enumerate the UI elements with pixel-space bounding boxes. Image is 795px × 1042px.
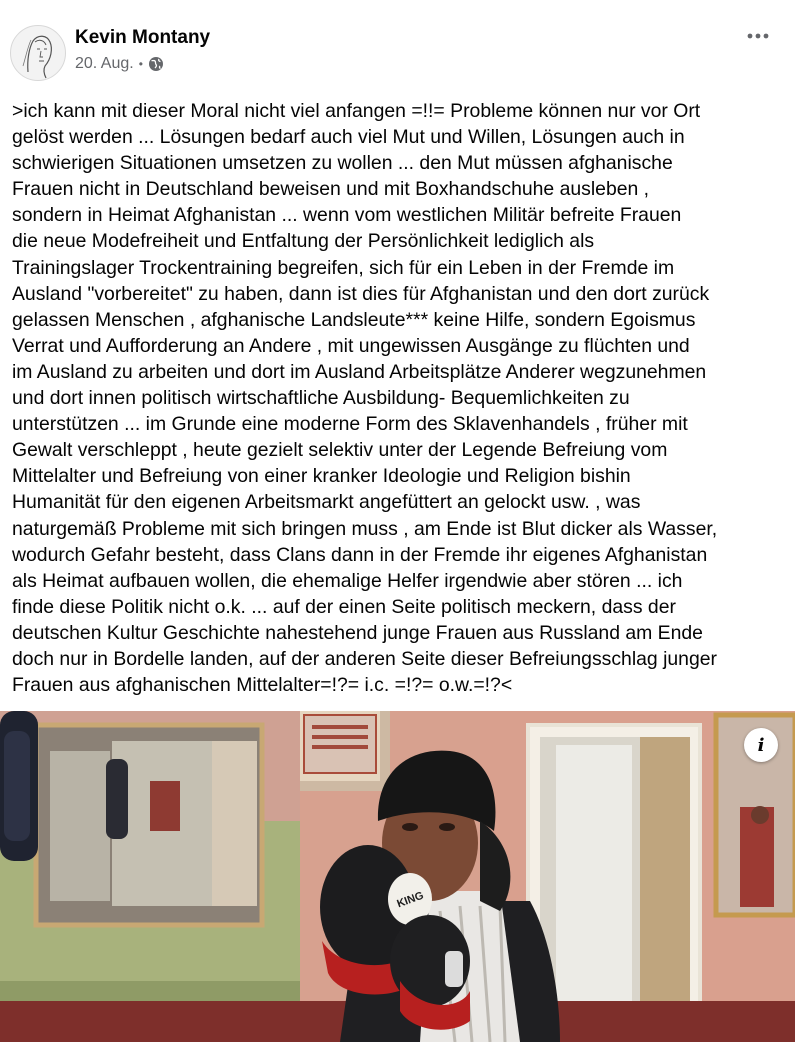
more-options-button[interactable] <box>741 22 775 50</box>
post-text-line: >ich kann mit dieser Moral nicht viel anfangen =!!= Probleme können nur vor Ort <box>12 100 701 122</box>
post-text-line: Verrat und Aufforderung an Andere , mit ungewissen Ausgänge zu flüchten und <box>12 334 690 357</box>
post-text-line: finde diese Politik nicht o.k. ... auf der einen Seite politisch meckern, dass der <box>12 595 676 618</box>
glove-brand-label: KING <box>395 889 426 911</box>
post-text-line: und dort innen politisch wirtschaftliche Ausbildung- Bequemlichkeiten zu <box>12 387 630 410</box>
post-text-line: Ausland "vorbereitet" zu haben, dann ist dies für Afghanistan und den dort zurück <box>12 282 710 305</box>
post-text-line: naturgemäß Probleme mit sich bringen muss , am Ende ist Blut dicker als Wasser, <box>12 517 718 540</box>
post-text-line: gelassen Menschen , afghanische Landsleute*** keine Hilfe, sondern Egoismus <box>12 308 696 331</box>
post-text-line: Frauen nicht in Deutschland beweisen und mit Boxhandschuhe ausleben , <box>12 178 650 201</box>
post-text-line: unterstützen ... im Grunde eine moderne Form des Sklavenhandels , früher mit <box>12 413 688 436</box>
post-text-line: deutschen Kultur Geschichte nahestehend junge Frauen aus Russland am Ende <box>12 621 703 644</box>
post-date[interactable]: 20. Aug. <box>75 55 134 72</box>
post-photo[interactable] <box>0 711 795 1042</box>
post-text-line: als Heimat aufbauen wollen, die ehemalige Helfer irgendwie aber stören ... ich <box>12 569 683 592</box>
avatar[interactable] <box>10 25 66 81</box>
meta-separator: • <box>138 57 143 71</box>
author-name[interactable]: Kevin Montany <box>75 27 211 48</box>
post-text-line: Mittelalter und Befreiung von einer kranker Ideologie und Religion bishin <box>12 465 631 488</box>
info-button[interactable]: i <box>744 728 778 762</box>
post-text-line: gelöst werden ... Lösungen bedarf auch viel Mut und Willen, Lösungen auch in <box>12 126 685 149</box>
post-text-line: doch nur in Bordelle landen, auf der anderen Seite dieser Befreiungsschlag junger <box>12 647 717 670</box>
post-meta <box>75 55 164 73</box>
post-text-line: schwierigen Situationen umsetzen zu wollen ... den Mut müssen afghanische <box>12 152 673 175</box>
globe-icon[interactable] <box>148 56 164 72</box>
more-options-icon <box>746 33 770 39</box>
post-text-line: Frauen aus afghanischen Mittelalter=!?= i.c. =!?= o.w.=!?< <box>12 674 513 697</box>
boxing-photo <box>0 711 795 1042</box>
post-text-line: Trainingslager Trockentraining begreifen, sich für ein Leben in der Fremde im <box>12 256 675 279</box>
post-text-line: Humanität für den eigenen Arbeitsmarkt angefüttert an gelockt usw. , was <box>12 491 641 514</box>
post-text-line: sondern in Heimat Afghanistan ... wenn vom westlichen Militär befreite Frauen <box>12 204 682 227</box>
post-text <box>12 98 787 698</box>
post-text-line: die neue Modefreiheit und Entfaltung der Persönlichkeit lediglich als <box>12 230 595 253</box>
post-text-line: Gewalt verschleppt , heute gezielt selektiv unter der Legende Befreiung vom <box>12 439 668 462</box>
avatar-sketch-icon <box>11 26 65 80</box>
post-text-line: im Ausland zu arbeiten und dort im Ausland Arbeitsplätze Anderer wegzunehmen <box>12 360 707 383</box>
post-text-line: wodurch Gefahr besteht, dass Clans dann in der Fremde ihr eigenes Afghanistan <box>12 543 708 566</box>
post-header <box>0 0 795 92</box>
